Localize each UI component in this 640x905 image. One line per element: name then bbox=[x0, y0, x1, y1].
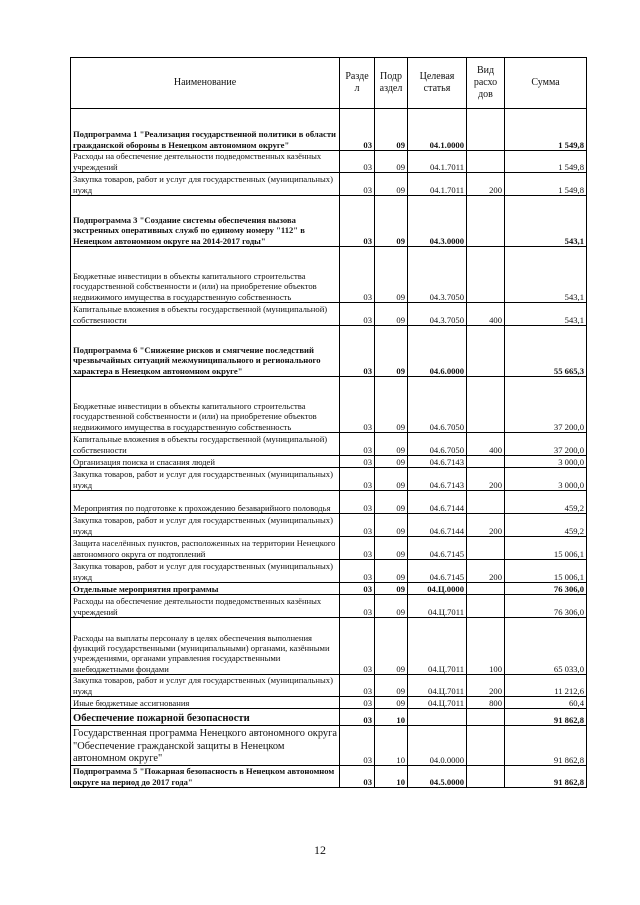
cell-expense-type bbox=[467, 709, 505, 726]
cell-subsection: 09 bbox=[375, 537, 408, 560]
table-row bbox=[71, 709, 587, 726]
cell-expense-type bbox=[467, 766, 505, 788]
cell-expense-type bbox=[467, 456, 505, 468]
cell-target: 04.6.7145 bbox=[408, 560, 467, 583]
cell-subsection: 09 bbox=[375, 151, 408, 173]
table-row bbox=[71, 583, 587, 595]
cell-name: Закупка товаров, работ и услуг для государственных (муниципальных) нужд bbox=[71, 173, 340, 196]
cell-target: 04.Ц.0000 bbox=[408, 583, 467, 595]
cell-section: 03 bbox=[340, 247, 375, 303]
cell-subsection: 09 bbox=[375, 468, 408, 491]
cell-amount: 60,4 bbox=[505, 697, 587, 709]
table-row bbox=[71, 109, 587, 151]
cell-subsection: 09 bbox=[375, 560, 408, 583]
cell-target: 04.6.0000 bbox=[408, 326, 467, 377]
cell-subsection: 10 bbox=[375, 726, 408, 766]
table-row bbox=[71, 491, 587, 514]
cell-section: 03 bbox=[340, 618, 375, 675]
cell-amount: 15 006,1 bbox=[505, 560, 587, 583]
cell-name: Расходы на обеспечение деятельности подведомственных казённых учреждений bbox=[71, 595, 340, 618]
header-subsection: Подр аздел bbox=[375, 58, 408, 109]
table-body bbox=[71, 109, 587, 788]
table-row bbox=[71, 560, 587, 583]
cell-target: 04.1.0000 bbox=[408, 109, 467, 151]
cell-expense-type bbox=[467, 109, 505, 151]
cell-amount: 91 862,8 bbox=[505, 766, 587, 788]
cell-section: 03 bbox=[340, 196, 375, 247]
cell-name: Иные бюджетные ассигнования bbox=[71, 697, 340, 709]
cell-amount: 3 000,0 bbox=[505, 468, 587, 491]
cell-expense-type: 800 bbox=[467, 697, 505, 709]
cell-section: 03 bbox=[340, 456, 375, 468]
cell-name: Бюджетные инвестиции в объекты капитального строительства государственной собственности и (или) на приобретение объектов недвижимого имущества в государственную собственность bbox=[71, 247, 340, 303]
cell-subsection: 09 bbox=[375, 433, 408, 456]
table-row bbox=[71, 456, 587, 468]
table-row bbox=[71, 697, 587, 709]
cell-subsection: 09 bbox=[375, 583, 408, 595]
cell-subsection: 10 bbox=[375, 766, 408, 788]
cell-section: 03 bbox=[340, 514, 375, 537]
cell-section: 03 bbox=[340, 303, 375, 326]
cell-target: 04.5.0000 bbox=[408, 766, 467, 788]
cell-name: Капитальные вложения в объекты государственной (муниципальной) собственности bbox=[71, 303, 340, 326]
cell-subsection: 09 bbox=[375, 595, 408, 618]
cell-expense-type bbox=[467, 537, 505, 560]
cell-amount: 76 306,0 bbox=[505, 595, 587, 618]
cell-amount: 37 200,0 bbox=[505, 377, 587, 433]
cell-section: 03 bbox=[340, 109, 375, 151]
cell-name: Расходы на выплаты персоналу в целях обеспечения выполнения функций государственными (муниципальными) органами, казёнными учреждениями, органами управления государственными внебюджетными фондами bbox=[71, 618, 340, 675]
cell-section: 03 bbox=[340, 595, 375, 618]
cell-amount: 76 306,0 bbox=[505, 583, 587, 595]
cell-subsection: 09 bbox=[375, 456, 408, 468]
cell-amount: 65 033,0 bbox=[505, 618, 587, 675]
cell-name: Закупка товаров, работ и услуг для государственных (муниципальных) нужд bbox=[71, 560, 340, 583]
cell-target: 04.3.7050 bbox=[408, 247, 467, 303]
cell-subsection: 09 bbox=[375, 618, 408, 675]
cell-name: Закупка товаров, работ и услуг для государственных (муниципальных) нужд bbox=[71, 675, 340, 697]
table-row bbox=[71, 173, 587, 196]
cell-expense-type bbox=[467, 326, 505, 377]
cell-section: 03 bbox=[340, 560, 375, 583]
cell-amount: 15 006,1 bbox=[505, 537, 587, 560]
cell-amount: 11 212,6 bbox=[505, 675, 587, 697]
cell-amount: 55 665,3 bbox=[505, 326, 587, 377]
cell-target: 04.6.7145 bbox=[408, 537, 467, 560]
cell-target: 04.6.7143 bbox=[408, 456, 467, 468]
cell-expense-type bbox=[467, 726, 505, 766]
cell-section: 03 bbox=[340, 173, 375, 196]
cell-section: 03 bbox=[340, 766, 375, 788]
cell-target: 04.6.7143 bbox=[408, 468, 467, 491]
cell-expense-type bbox=[467, 583, 505, 595]
cell-expense-type bbox=[467, 377, 505, 433]
cell-target: 04.1.7011 bbox=[408, 151, 467, 173]
cell-name: Государственная программа Ненецкого автономного округа "Обеспечение гражданской защиты в Ненецком автономном округе" bbox=[71, 726, 340, 766]
cell-target: 04.Ц.7011 bbox=[408, 618, 467, 675]
cell-amount: 37 200,0 bbox=[505, 433, 587, 456]
header-expense-type: Вид расхо дов bbox=[467, 58, 505, 109]
table-row bbox=[71, 247, 587, 303]
cell-subsection: 09 bbox=[375, 303, 408, 326]
cell-name: Подпрограмма 3 "Создание системы обеспечения вызова экстренных оперативных служб по единому номеру "112" в Ненецком автономном округе на 2014-2017 годы" bbox=[71, 196, 340, 247]
cell-name: Закупка товаров, работ и услуг для государственных (муниципальных) нужд bbox=[71, 468, 340, 491]
cell-subsection: 09 bbox=[375, 514, 408, 537]
cell-name: Организация поиска и спасания людей bbox=[71, 456, 340, 468]
cell-subsection: 09 bbox=[375, 675, 408, 697]
cell-name: Отдельные мероприятия программы bbox=[71, 583, 340, 595]
cell-target: 04.Ц.7011 bbox=[408, 697, 467, 709]
table-row bbox=[71, 766, 587, 788]
cell-amount: 1 549,8 bbox=[505, 173, 587, 196]
cell-amount: 543,1 bbox=[505, 303, 587, 326]
cell-amount: 91 862,8 bbox=[505, 726, 587, 766]
cell-target: 04.6.7144 bbox=[408, 491, 467, 514]
cell-expense-type: 200 bbox=[467, 675, 505, 697]
table-row bbox=[71, 675, 587, 697]
cell-name: Расходы на обеспечение деятельности подведомственных казённых учреждений bbox=[71, 151, 340, 173]
header-target: Целевая статья bbox=[408, 58, 467, 109]
table-row bbox=[71, 377, 587, 433]
cell-section: 03 bbox=[340, 491, 375, 514]
table-row bbox=[71, 514, 587, 537]
cell-section: 03 bbox=[340, 326, 375, 377]
cell-amount: 459,2 bbox=[505, 514, 587, 537]
cell-subsection: 10 bbox=[375, 709, 408, 726]
cell-section: 03 bbox=[340, 377, 375, 433]
cell-subsection: 09 bbox=[375, 109, 408, 151]
cell-subsection: 09 bbox=[375, 697, 408, 709]
cell-amount: 91 862,8 bbox=[505, 709, 587, 726]
header-section: Разде л bbox=[340, 58, 375, 109]
table-row bbox=[71, 726, 587, 766]
cell-target bbox=[408, 709, 467, 726]
cell-subsection: 09 bbox=[375, 196, 408, 247]
cell-section: 03 bbox=[340, 726, 375, 766]
table-row bbox=[71, 618, 587, 675]
cell-subsection: 09 bbox=[375, 326, 408, 377]
cell-expense-type: 200 bbox=[467, 173, 505, 196]
cell-name: Подпрограмма 6 "Снижение рисков и смягчение последствий чрезвычайных ситуаций межмуниципального и регионального характера в Ненецком автономном округе" bbox=[71, 326, 340, 377]
cell-amount: 1 549,8 bbox=[505, 109, 587, 151]
cell-target: 04.3.7050 bbox=[408, 303, 467, 326]
cell-target: 04.Ц.7011 bbox=[408, 675, 467, 697]
cell-section: 03 bbox=[340, 697, 375, 709]
cell-expense-type: 200 bbox=[467, 514, 505, 537]
cell-amount: 1 549,8 bbox=[505, 151, 587, 173]
cell-section: 03 bbox=[340, 537, 375, 560]
cell-name: Защита населённых пунктов, расположенных на территории Ненецкого автономного округа от подтоплений bbox=[71, 537, 340, 560]
cell-target: 04.6.7144 bbox=[408, 514, 467, 537]
cell-subsection: 09 bbox=[375, 491, 408, 514]
table-row bbox=[71, 537, 587, 560]
table-header-row bbox=[71, 58, 587, 109]
cell-expense-type bbox=[467, 151, 505, 173]
cell-amount: 543,1 bbox=[505, 247, 587, 303]
cell-target: 04.0.0000 bbox=[408, 726, 467, 766]
page-number: 12 bbox=[314, 843, 326, 857]
cell-name: Подпрограмма 1 "Реализация государственной политики в области гражданской обороны в Ненецком автономном округе" bbox=[71, 109, 340, 151]
table-row bbox=[71, 151, 587, 173]
cell-expense-type bbox=[467, 196, 505, 247]
cell-name: Подпрограмма 5 "Пожарная безопасность в Ненецком автономном округе на период до 2017 года" bbox=[71, 766, 340, 788]
cell-expense-type: 200 bbox=[467, 468, 505, 491]
cell-section: 03 bbox=[340, 709, 375, 726]
cell-amount: 3 000,0 bbox=[505, 456, 587, 468]
cell-subsection: 09 bbox=[375, 173, 408, 196]
cell-name: Мероприятия по подготовке к прохождению безаварийного половодья bbox=[71, 491, 340, 514]
cell-section: 03 bbox=[340, 583, 375, 595]
cell-name: Закупка товаров, работ и услуг для государственных (муниципальных) нужд bbox=[71, 514, 340, 537]
cell-section: 03 bbox=[340, 675, 375, 697]
table-row bbox=[71, 468, 587, 491]
cell-expense-type bbox=[467, 247, 505, 303]
cell-subsection: 09 bbox=[375, 377, 408, 433]
cell-expense-type: 400 bbox=[467, 303, 505, 326]
cell-section: 03 bbox=[340, 468, 375, 491]
cell-expense-type: 400 bbox=[467, 433, 505, 456]
cell-expense-type bbox=[467, 491, 505, 514]
cell-name: Капитальные вложения в объекты государственной (муниципальной) собственности bbox=[71, 433, 340, 456]
cell-target: 04.6.7050 bbox=[408, 433, 467, 456]
header-amount: Сумма bbox=[505, 58, 587, 109]
table-row bbox=[71, 433, 587, 456]
cell-section: 03 bbox=[340, 433, 375, 456]
cell-name: Бюджетные инвестиции в объекты капитального строительства государственной собственности и (или) на приобретение объектов недвижимого имущества в государственную собственность bbox=[71, 377, 340, 433]
cell-subsection: 09 bbox=[375, 247, 408, 303]
table-row bbox=[71, 326, 587, 377]
cell-expense-type: 100 bbox=[467, 618, 505, 675]
cell-expense-type bbox=[467, 595, 505, 618]
table-row bbox=[71, 196, 587, 247]
cell-name: Обеспечение пожарной безопасности bbox=[71, 709, 340, 726]
budget-table bbox=[70, 57, 587, 788]
cell-amount: 459,2 bbox=[505, 491, 587, 514]
cell-amount: 543,1 bbox=[505, 196, 587, 247]
cell-target: 04.1.7011 bbox=[408, 173, 467, 196]
cell-expense-type: 200 bbox=[467, 560, 505, 583]
cell-target: 04.6.7050 bbox=[408, 377, 467, 433]
table-row bbox=[71, 595, 587, 618]
header-name: Наименование bbox=[71, 58, 340, 109]
cell-target: 04.3.0000 bbox=[408, 196, 467, 247]
cell-section: 03 bbox=[340, 151, 375, 173]
cell-target: 04.Ц.7011 bbox=[408, 595, 467, 618]
table-row bbox=[71, 303, 587, 326]
